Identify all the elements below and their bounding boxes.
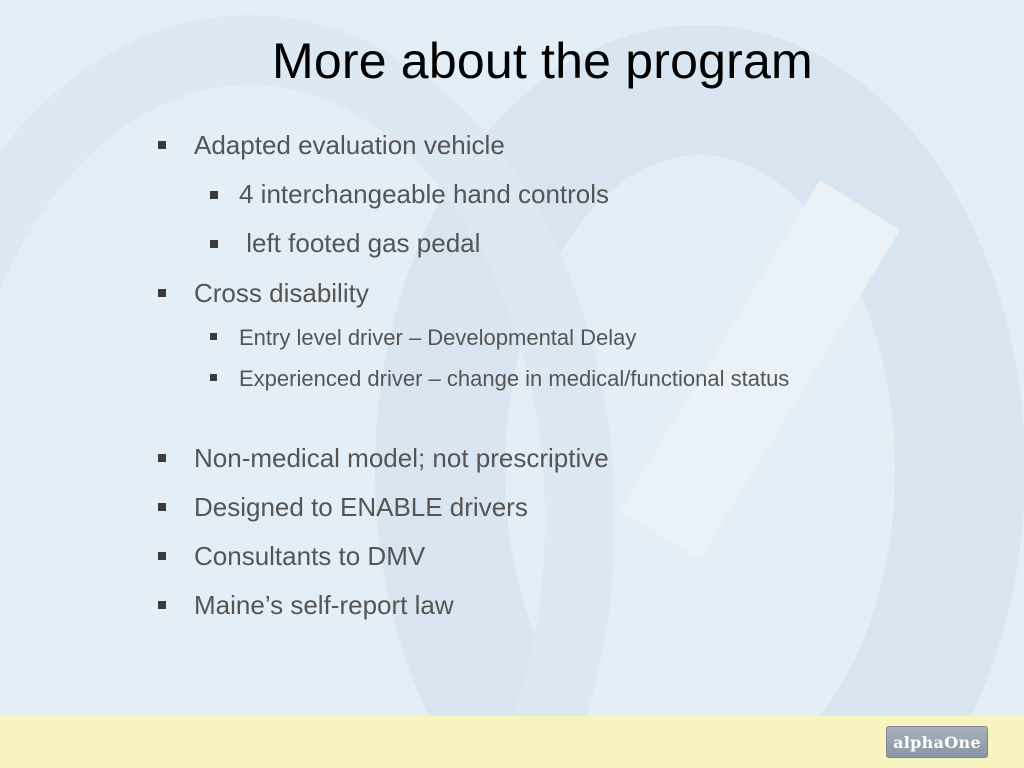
alphaone-logo (886, 726, 988, 758)
bullet-text: Cross disability (194, 278, 369, 308)
bullet-text: Designed to ENABLE drivers (194, 492, 528, 522)
bullet-item (194, 443, 609, 474)
bullet-text: Consultants to DMV (194, 541, 426, 571)
bullet-item (239, 179, 609, 210)
bullet-marker (158, 552, 166, 560)
bullet-text: Adapted evaluation vehicle (194, 130, 505, 160)
bullet-item (194, 492, 528, 523)
bullet-item (194, 590, 454, 621)
bullet-item (239, 228, 480, 259)
bullet-text: Entry level driver – Developmental Delay (239, 325, 637, 350)
bullet-marker (210, 374, 217, 381)
bullet-text: Experienced driver – change in medical/functional status (239, 366, 790, 391)
bullet-item (194, 278, 369, 309)
bullet-text: left footed gas pedal (239, 228, 481, 258)
bullet-item (194, 130, 505, 161)
bullet-text: 4 interchangeable hand controls (239, 179, 610, 209)
bullet-item (239, 321, 636, 354)
bullet-marker (158, 289, 166, 297)
bullet-text: Non-medical model; not prescriptive (194, 443, 609, 473)
bullet-marker (158, 503, 166, 511)
bullet-item (194, 541, 425, 572)
bullet-text: Maine’s self-report law (194, 590, 454, 620)
slide-title: More about the program (272, 33, 813, 89)
bullet-marker (158, 141, 166, 149)
logo-text: alphaOne (893, 732, 981, 752)
bullet-marker (158, 601, 166, 609)
bullet-marker (210, 333, 217, 340)
bullet-marker (210, 240, 218, 248)
bullet-marker (158, 454, 166, 462)
bullet-item (239, 362, 839, 395)
bullet-marker (210, 191, 218, 199)
footer-band (0, 716, 1024, 768)
